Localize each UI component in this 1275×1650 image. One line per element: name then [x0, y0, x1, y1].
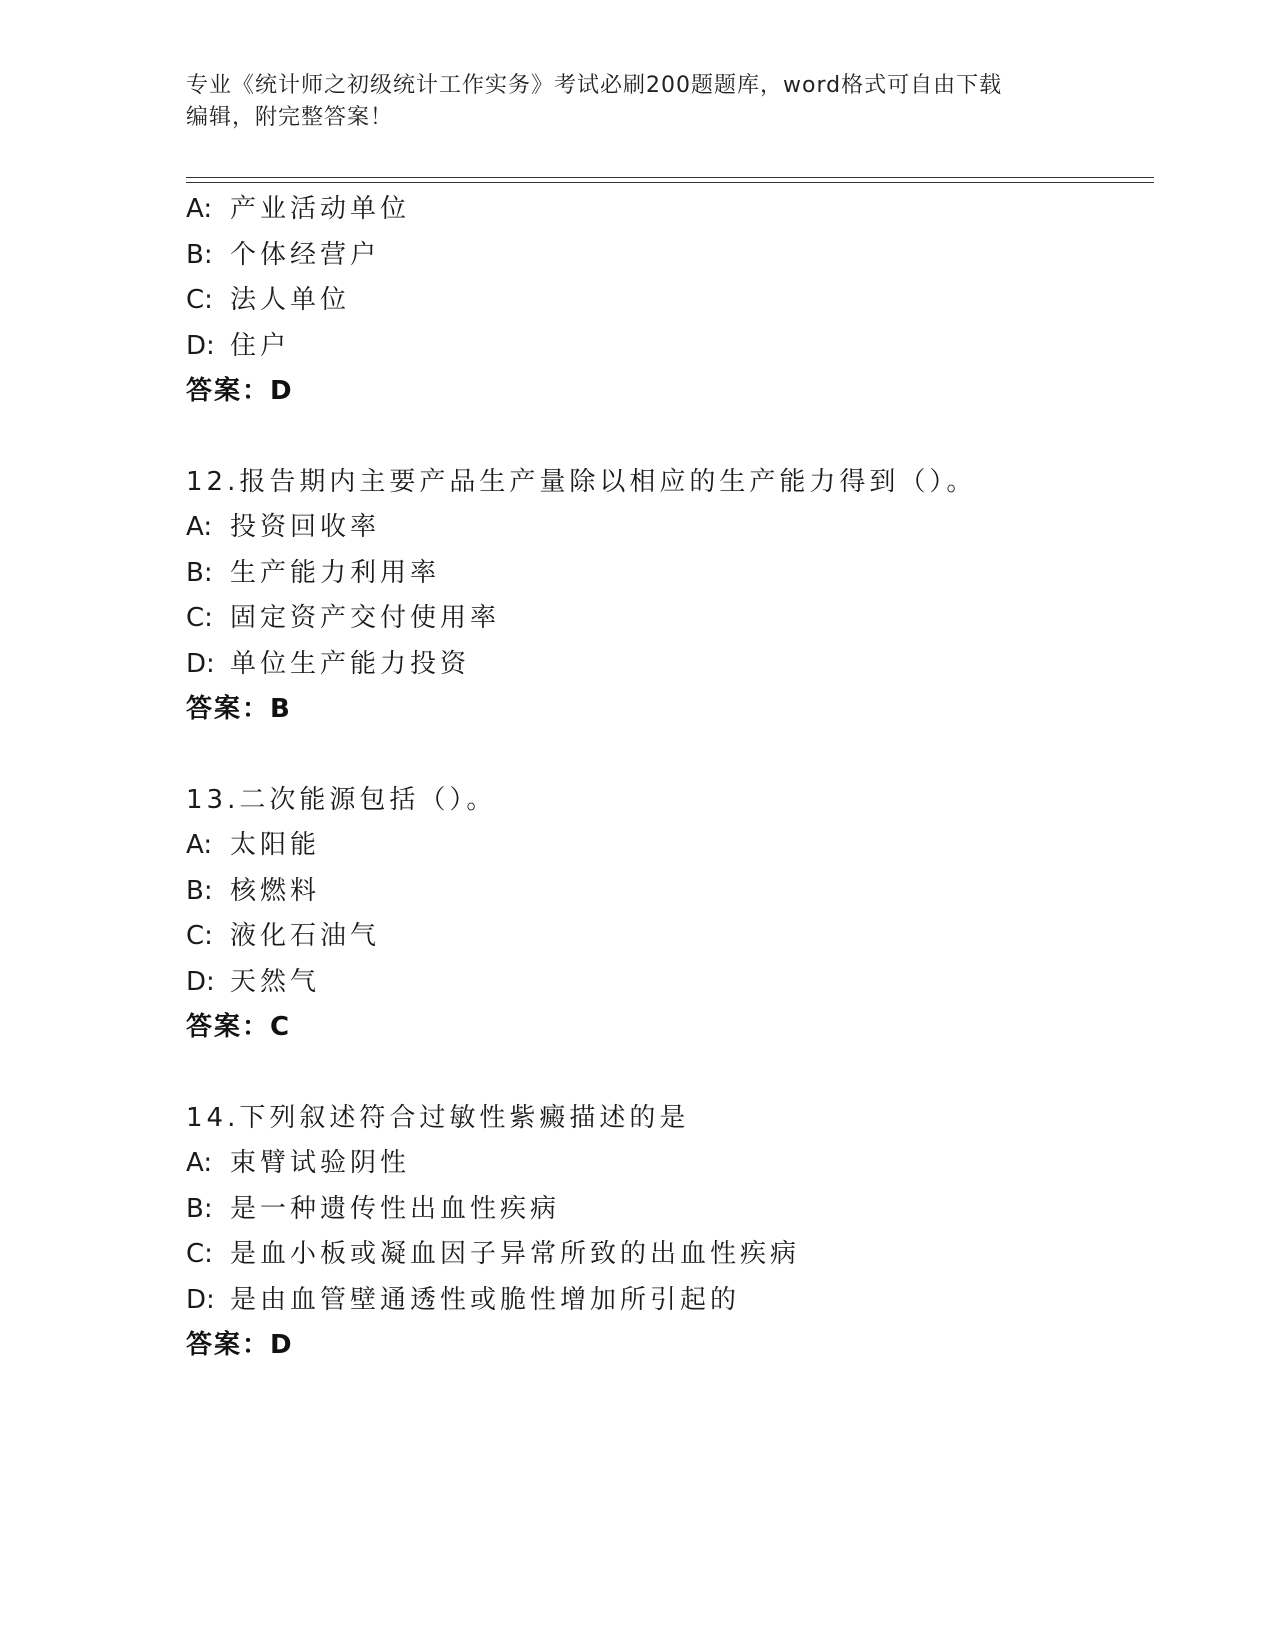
spacer	[186, 415, 1154, 460]
header-line-1: 专业《统计师之初级统计工作实务》考试必刷200题题库，word格式可自由下载	[186, 73, 1003, 98]
option-letter: C:	[186, 603, 213, 633]
answer-line: 答案：B	[186, 694, 292, 724]
spacer	[186, 733, 1154, 778]
header-divider-top	[186, 177, 1154, 178]
answer-line: 答案：D	[186, 376, 294, 406]
question-content	[186, 187, 1154, 1369]
option-letter: A:	[186, 1148, 213, 1178]
option-text: 是一种遗传性出血性疾病	[230, 1193, 561, 1224]
option-text: 天然气	[230, 966, 321, 997]
spacer	[186, 1051, 1154, 1096]
option-b	[186, 233, 1154, 279]
option-d	[186, 960, 1154, 1006]
option-c	[186, 914, 1154, 960]
option-letter: A:	[186, 830, 213, 860]
option-b	[186, 551, 1154, 597]
option-letter: B:	[186, 239, 213, 270]
option-letter: C:	[186, 1239, 213, 1269]
option-a	[186, 823, 1154, 869]
header-divider-bottom	[186, 182, 1154, 183]
question-14	[186, 1096, 1154, 1369]
option-c	[186, 1232, 1154, 1278]
question-12	[186, 460, 1154, 733]
option-letter: B:	[186, 557, 213, 588]
option-text: 太阳能	[230, 830, 321, 860]
option-d	[186, 324, 1154, 370]
option-text: 产业活动单位	[230, 194, 411, 224]
option-text: 束臂试验阴性	[230, 1148, 411, 1178]
question-stem: 14.下列叙述符合过敏性紫癜描述的是	[186, 1102, 690, 1133]
option-c	[186, 596, 1154, 642]
question-stem: 12.报告期内主要产品生产量除以相应的生产能力得到（）。	[186, 466, 977, 497]
answer-line: 答案：D	[186, 1330, 294, 1360]
option-d	[186, 642, 1154, 688]
question-13	[186, 778, 1154, 1051]
option-text: 核燃料	[230, 875, 321, 906]
question-11-options	[186, 187, 1154, 415]
answer-line: 答案：C	[186, 1012, 292, 1042]
option-letter: B:	[186, 875, 213, 906]
option-text: 固定资产交付使用率	[230, 603, 501, 633]
option-a	[186, 1141, 1154, 1187]
option-letter: D:	[186, 966, 215, 997]
question-stem: 13.二次能源包括（）。	[186, 784, 497, 815]
option-letter: D:	[186, 648, 215, 679]
option-letter: C:	[186, 921, 213, 951]
option-text: 是血小板或凝血因子异常所致的出血性疾病	[230, 1239, 801, 1269]
option-text: 投资回收率	[230, 512, 381, 542]
option-text: 单位生产能力投资	[230, 648, 471, 679]
option-letter: D:	[186, 330, 215, 361]
option-letter: B:	[186, 1193, 213, 1224]
option-letter: D:	[186, 1284, 215, 1315]
option-a	[186, 187, 1154, 233]
option-text: 是由血管壁通透性或脆性增加所引起的	[230, 1284, 741, 1315]
option-letter: A:	[186, 512, 213, 542]
option-text: 液化石油气	[230, 921, 381, 951]
option-b	[186, 1187, 1154, 1233]
option-text: 生产能力利用率	[230, 557, 441, 588]
option-text: 住户	[230, 330, 291, 361]
option-c	[186, 278, 1154, 324]
option-a	[186, 505, 1154, 551]
header-line-2: 编辑，附完整答案！	[186, 105, 394, 130]
document-header	[186, 70, 1066, 134]
option-text: 个体经营户	[230, 239, 381, 270]
option-b	[186, 869, 1154, 915]
option-d	[186, 1278, 1154, 1324]
option-letter: A:	[186, 194, 213, 224]
option-letter: C:	[186, 285, 213, 315]
option-text: 法人单位	[230, 285, 351, 315]
